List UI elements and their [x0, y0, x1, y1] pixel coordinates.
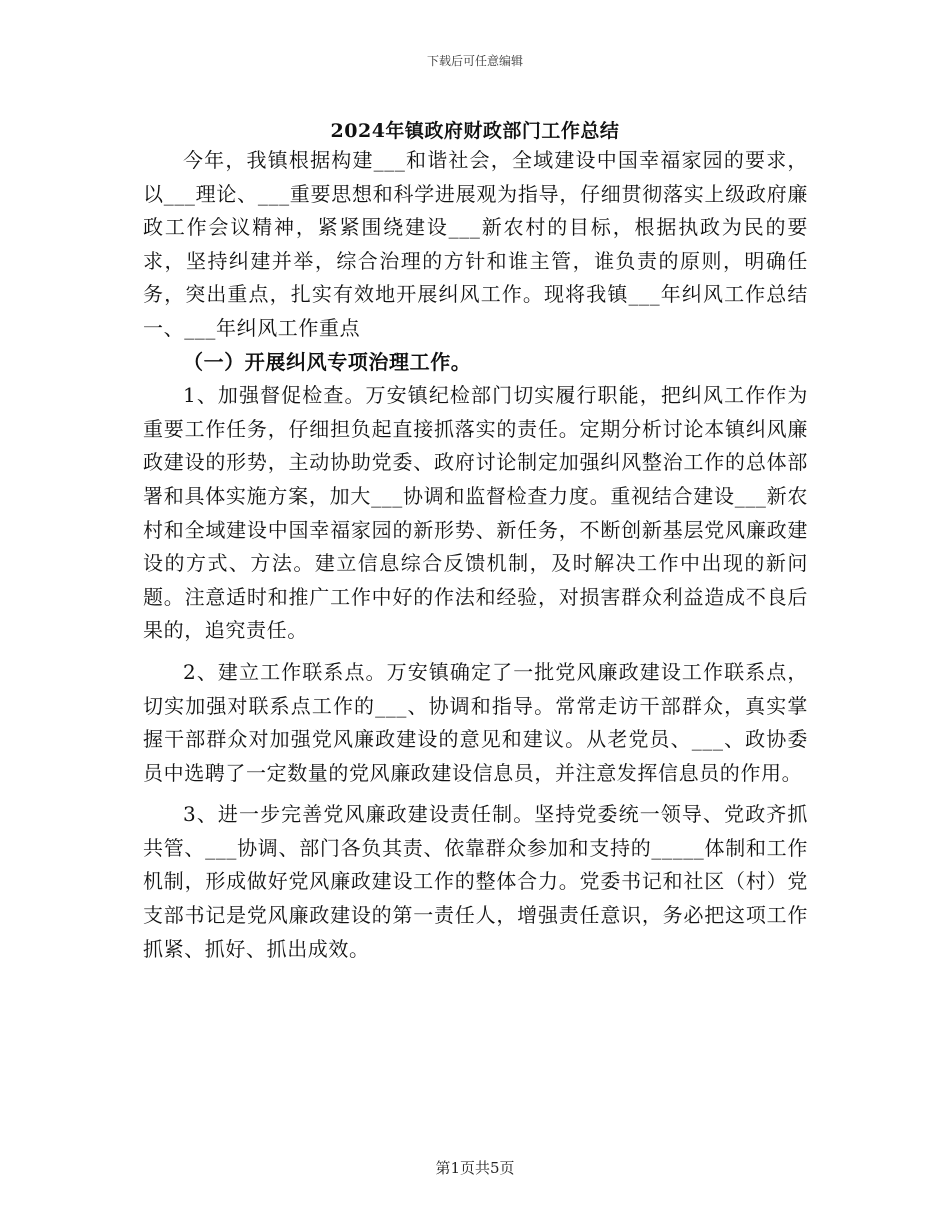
section-heading: （一）开展纠风专项治理工作。	[183, 349, 472, 374]
paragraph-2: 2、建立工作联系点。万安镇确定了一批党风廉政建设工作联系点，切实加强对联系点工作的___、协调和指导。常常走访干部群众，真实掌握干部群众对加强党风廉政建设的意见和建议。从老党员、___、政协委员中选聘了一定数量的党风廉政建设信息员，并注意发挥信息员的作用。	[143, 659, 808, 785]
document-body	[143, 144, 808, 966]
document-title: 2024年镇政府财政部门工作总结	[330, 120, 620, 142]
intro-paragraph: 今年，我镇根据构建___和谐社会，全域建设中国幸福家园的要求，以___理论、___重要思想和科学进展观为指导，仔细贯彻落实上级政府廉政工作会议精神，紧紧围绕建设___新农村的目标，根据执政为民的要求，坚持纠建并举，综合治理的方针和谁主管，谁负责的原则，明确任务，突出重点，扎实有效地开展纠风工作。现将我镇___年纠风工作总结一、___年纠风工作重点	[143, 148, 808, 340]
paragraph-1: 1、加强督促检查。万安镇纪检部门切实履行职能，把纠风工作作为重要工作任务，仔细担负起直接抓落实的责任。定期分析讨论本镇纠风廉政建设的形势，主动协助党委、政府讨论制定加强纠风整治工作的总体部署和具体实施方案，加大___协调和监督检查力度。重视结合建设___新农村和全域建设中国幸福家园的新形势、新任务，不断创新基层党风廉政建设的方式、方法。建立信息综合反馈机制，及时解决工作中出现的新问题。注意适时和推广工作中好的作法和经验，对损害群众利益造成不良后果的，追究责任。	[143, 383, 808, 643]
page-number: 第1页共5页	[435, 1159, 515, 1177]
page-header-note: 下载后可任意编辑	[426, 54, 523, 68]
paragraph-3: 3、进一步完善党风廉政建设责任制。坚持党委统一领导、党政齐抓共管、___协调、部门各负其责、依靠群众参加和支持的_____体制和工作机制，形成做好党风廉政建设工作的整体合力。党委书记和社区（村）党支部书记是党风廉政建设的第一责任人，增强责任意识，务必把这项工作抓紧、抓好、抓出成效。	[143, 802, 808, 961]
